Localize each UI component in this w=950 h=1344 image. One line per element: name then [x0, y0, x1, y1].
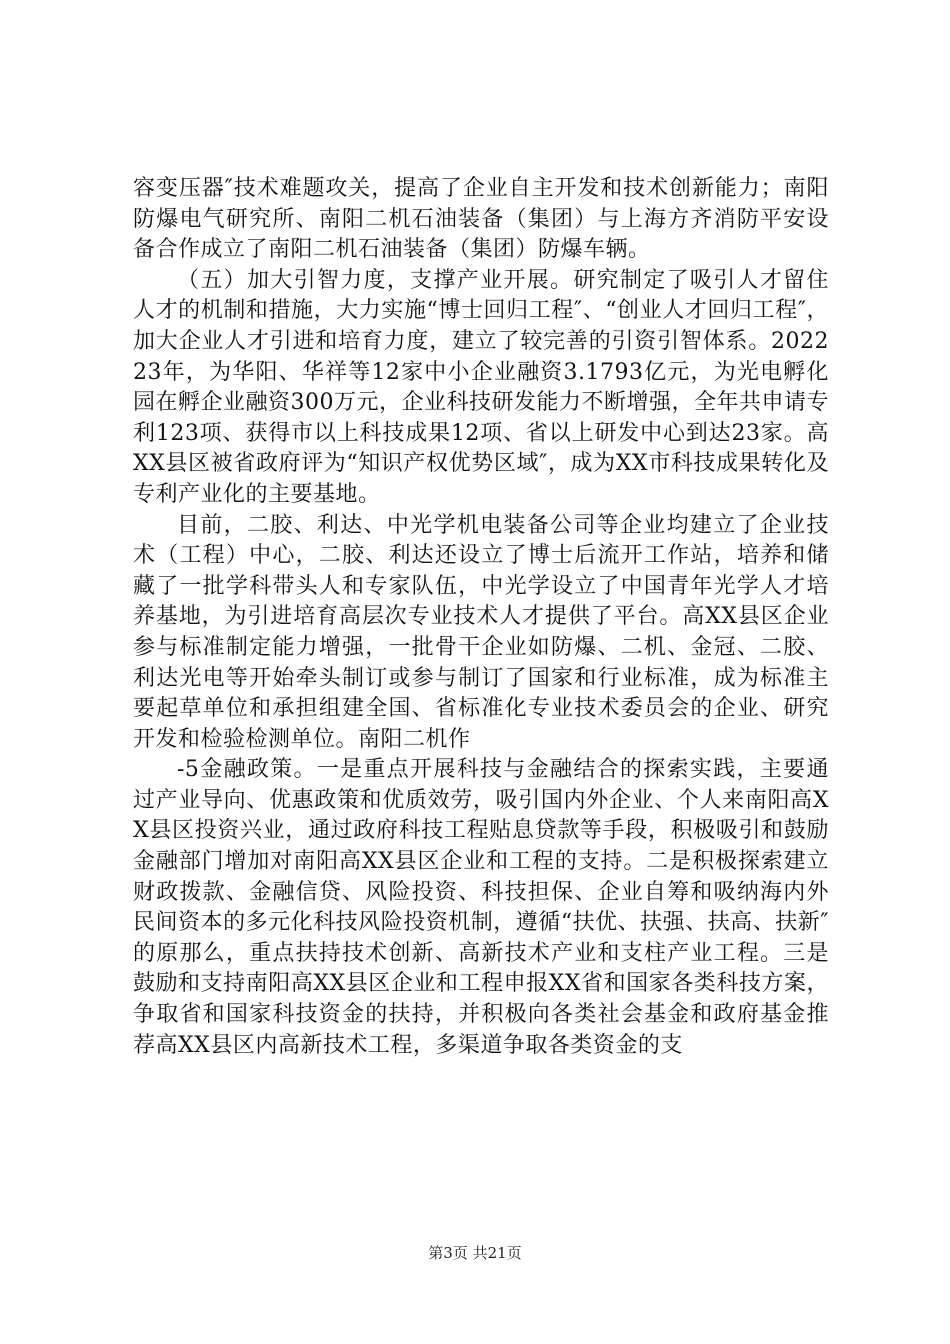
paragraph-talent-introduction: （五）加大引智力度，支撑产业开展。研究制定了吸引人才留住人才的机制和措施，大力实施“博士回归工程″、“创业人才回归工程″，加大企业人才引进和培育力度，建立了较完善的引资引智体系。202223年，为华阳、华祥等12家中小企业融资3.1793亿元，为光电孵化园在孵企业融资300万元，企业科技研发能力不断增强，全年共申请专利123项、获得市以上科技成果12项、省以上研发中心到达23家。高XX县区被省政府评为“知识产权优势区域″，成为XX市科技成果转化及专利产业化的主要基地。: [133, 267, 829, 507]
paragraph-enterprise-centers: 目前，二胶、利达、中光学机电装备公司等企业均建立了企业技术（工程）中心，二胶、利达还设立了博士后流开工作站，培养和储藏了一批学科带头人和专家队伍，中光学设立了中国青年光学人才培养基地，为引进培育高层次专业技术人才提供了平台。高XX县区企业参与标准制定能力增强，一批骨干企业如防爆、二机、金冠、二胶、利达光电等开始牵头制订或参与制订了国家和行业标准，成为标准主要起草单位和承担组建全国、省标准化专业技术委员会的企业、研究开发和检验检测单位。南阳二机作: [133, 512, 829, 752]
paragraph-financial-policy: -5金融政策。一是重点开展科技与金融结合的探索实践，主要通过产业导向、优惠政策和优质效劳，吸引国内外企业、个人来南阳高XX县区投资兴业，通过政府科技工程贴息贷款等手段，积极吸引和鼓励金融部门增加对南阳高XX县区企业和工程的支持。二是积极探索建立财政拨款、金融信贷、风险投资、科技担保、企业自筹和吸纳海内外民间资本的多元化科技风险投资机制，遵循“扶优、扶强、扶高、扶新″的原那么，重点扶持技术创新、高新技术产业和支柱产业工程。三是鼓励和支持南阳高XX县区企业和工程申报XX省和国家各类科技方案，争取省和国家科技资金的扶持，并积极向各类社会基金和政府基金推荐高XX县区内高新技术工程，多渠道争取各类资金的支: [133, 757, 829, 1058]
page-number-footer: 第3页 共21页: [428, 1244, 522, 1262]
document-body: [133, 174, 829, 1061]
paragraph-continuation: 容变压器″技术难题攻关，提高了企业自主开发和技术创新能力；南阳防爆电气研究所、南阳二机石油装备（集团）与上海方齐消防平安设备合作成立了南阳二机石油装备（集团）防爆车辆。: [133, 176, 829, 263]
